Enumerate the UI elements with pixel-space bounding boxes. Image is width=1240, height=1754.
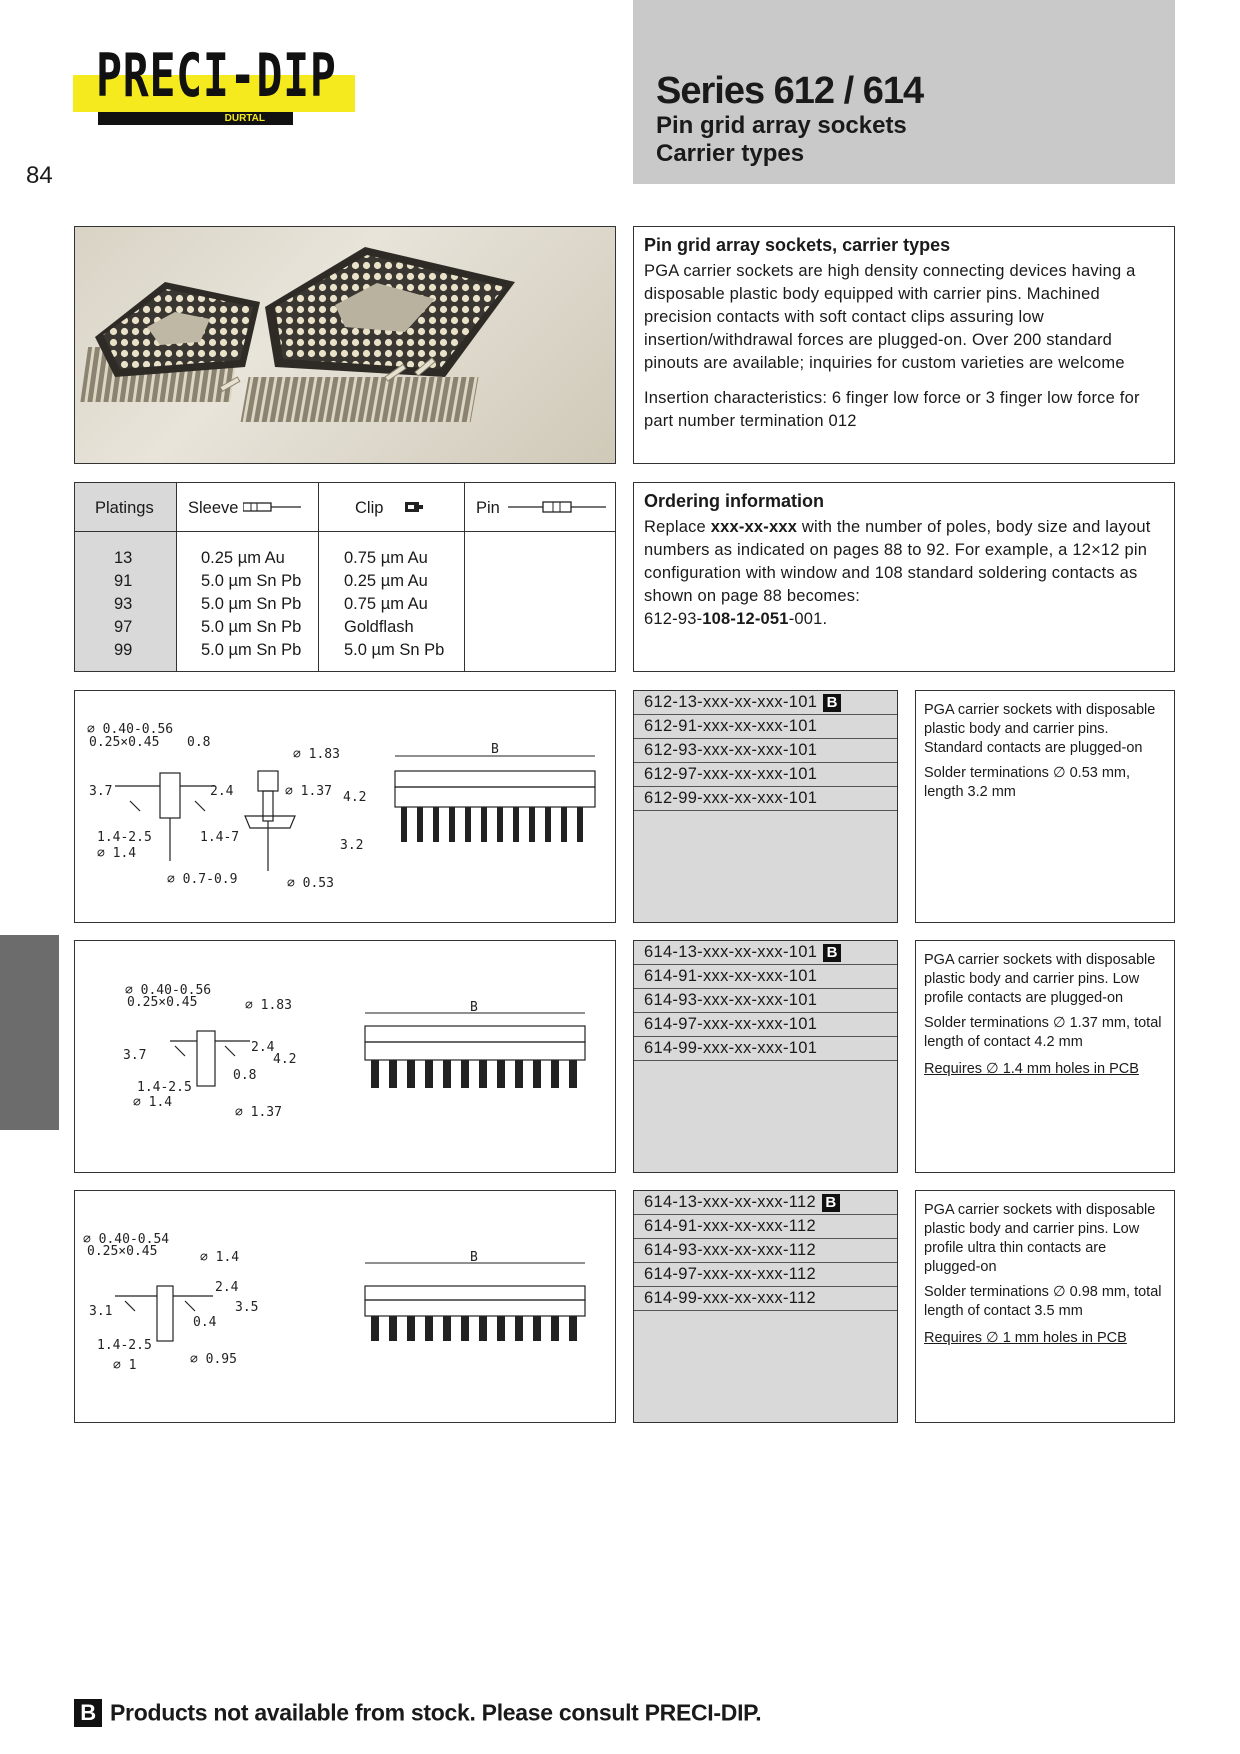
part-number: 614-93-xxx-xx-xxx-101 bbox=[634, 989, 897, 1013]
platings-table-frame bbox=[74, 482, 616, 672]
b-badge: B bbox=[823, 944, 841, 962]
table-row: 13 0.25 µm Au 0.75 µm Au bbox=[114, 549, 428, 567]
svg-text:4.2: 4.2 bbox=[273, 1052, 297, 1067]
table-row: 97 5.0 µm Sn Pb Goldflash bbox=[114, 618, 414, 636]
header-clip: Clip bbox=[355, 499, 384, 517]
svg-text:∅ 0.7-0.9: ∅ 0.7-0.9 bbox=[167, 872, 238, 887]
page-number: 84 bbox=[26, 162, 53, 189]
svg-text:3.2: 3.2 bbox=[340, 838, 364, 853]
series-subtitle-1: Pin grid array sockets bbox=[656, 112, 907, 139]
intro-panel bbox=[633, 226, 1175, 464]
drawing-612-101 bbox=[74, 690, 616, 923]
ordering-body: Replace xxx-xx-xxx with the number of poles, body size and layout numbers as indicated on pages 88 to 92. For example, a 12×12 pin configuration with window and 108 standard soldering contacts as shown on page 88 becomes: bbox=[644, 518, 1151, 605]
svg-text:0.25×0.45: 0.25×0.45 bbox=[127, 995, 198, 1010]
part-numbers-614-112 bbox=[633, 1190, 898, 1423]
intro-insertion: Insertion characteristics: 6 finger low force or 3 finger low force for part number termination 012 bbox=[644, 389, 1140, 430]
series-title: Series 612 / 614 bbox=[656, 70, 924, 112]
svg-text:∅ 1.4: ∅ 1.4 bbox=[200, 1250, 240, 1265]
ordering-example: 612-93-108-12-051-001. bbox=[644, 610, 828, 628]
header-platings: Platings bbox=[95, 499, 154, 517]
part-number: 612-91-xxx-xx-xxx-101 bbox=[634, 715, 897, 739]
b-badge: B bbox=[74, 1699, 102, 1727]
product-photo bbox=[74, 226, 616, 464]
part-number: 614-99-xxx-xx-xxx-101 bbox=[634, 1037, 897, 1061]
part-number: 612-13-xxx-xx-xxx-101 B bbox=[634, 691, 897, 715]
svg-text:∅ 0.95: ∅ 0.95 bbox=[190, 1352, 237, 1367]
part-number: 614-99-xxx-xx-xxx-112 bbox=[634, 1287, 897, 1311]
svg-text:∅ 1.4: ∅ 1.4 bbox=[133, 1095, 173, 1110]
svg-text:∅ 1.4: ∅ 1.4 bbox=[97, 846, 137, 861]
header-sleeve: Sleeve bbox=[188, 499, 239, 517]
svg-text:0.8: 0.8 bbox=[187, 735, 211, 750]
description-614-112: PGA carrier sockets with disposable plastic body and carrier pins. Low profile ultra thin contacts are plugged-on Solder terminations ∅ 0.98 mm, total length of contact 3.5 mm Requires ∅ 1 mm holes in PCB bbox=[915, 1190, 1175, 1423]
svg-text:0.25×0.45: 0.25×0.45 bbox=[89, 735, 160, 750]
drawing-614-101 bbox=[74, 940, 616, 1173]
svg-text:∅ 0.53: ∅ 0.53 bbox=[287, 876, 334, 891]
svg-text:2.4: 2.4 bbox=[215, 1280, 239, 1295]
svg-text:0.8: 0.8 bbox=[233, 1068, 257, 1083]
svg-text:3.7: 3.7 bbox=[89, 784, 113, 799]
ordering-title: Ordering information bbox=[644, 491, 824, 511]
svg-text:0.25×0.45: 0.25×0.45 bbox=[87, 1244, 158, 1259]
technical-drawing bbox=[75, 691, 614, 921]
table-row: 91 5.0 µm Sn Pb 0.25 µm Au bbox=[114, 572, 428, 590]
intro-title: Pin grid array sockets, carrier types bbox=[644, 235, 951, 255]
part-numbers-614-101 bbox=[633, 940, 898, 1173]
svg-text:B: B bbox=[470, 1250, 478, 1265]
part-number: 612-97-xxx-xx-xxx-101 bbox=[634, 763, 897, 787]
svg-text:B: B bbox=[491, 742, 499, 757]
svg-text:∅ 1.37: ∅ 1.37 bbox=[285, 784, 332, 799]
header-pin: Pin bbox=[476, 499, 500, 517]
pga-sockets-image bbox=[75, 227, 614, 462]
description-614-101: PGA carrier sockets with disposable plastic body and carrier pins. Low profile contacts are plugged-on Solder terminations ∅ 1.37 mm, total length of contact 4.2 mm Requires ∅ 1.4 mm holes in PCB bbox=[915, 940, 1175, 1173]
platings-header-divider bbox=[75, 531, 615, 532]
svg-text:∅ 1.83: ∅ 1.83 bbox=[293, 747, 340, 762]
svg-text:∅ 1.83: ∅ 1.83 bbox=[245, 998, 292, 1013]
svg-text:3.7: 3.7 bbox=[123, 1048, 147, 1063]
part-number: 612-93-xxx-xx-xxx-101 bbox=[634, 739, 897, 763]
svg-text:1.4-2.5: 1.4-2.5 bbox=[137, 1080, 192, 1095]
technical-drawing bbox=[75, 1191, 614, 1421]
ordering-panel bbox=[633, 482, 1175, 672]
description-612-101: PGA carrier sockets with disposable plastic body and carrier pins. Standard contacts are plugged-on Solder terminations ∅ 0.53 mm, length 3.2 mm bbox=[915, 690, 1175, 923]
part-number: 614-91-xxx-xx-xxx-112 bbox=[634, 1215, 897, 1239]
brand-logo: PRECI-DIP bbox=[96, 41, 337, 111]
svg-text:∅ 0.40-0.56: ∅ 0.40-0.56 bbox=[87, 722, 174, 737]
svg-text:0.4: 0.4 bbox=[193, 1315, 217, 1330]
intro-body: PGA carrier sockets are high density connecting devices having a disposable plastic body equipped with carrier pins. Machined precision contacts with soft contact clips assuring low insertion/withdrawal forces are plugged-on. Over 200 standard pinouts are available; inquiries for custom varieties are welcome bbox=[644, 262, 1136, 372]
platings-rows bbox=[75, 547, 464, 662]
drawing-614-112 bbox=[74, 1190, 616, 1423]
pin-icon bbox=[508, 500, 608, 514]
series-subtitle-2: Carrier types bbox=[656, 140, 805, 167]
footer-text: Products not available from stock. Please consult PRECI-DIP. bbox=[110, 1699, 762, 1726]
svg-text:4.2: 4.2 bbox=[343, 790, 367, 805]
svg-text:∅ 0.40-0.54: ∅ 0.40-0.54 bbox=[83, 1232, 170, 1247]
svg-text:3.1: 3.1 bbox=[89, 1304, 113, 1319]
footer-note bbox=[74, 1698, 761, 1727]
svg-text:∅ 1.37: ∅ 1.37 bbox=[235, 1105, 282, 1120]
svg-text:∅ 1: ∅ 1 bbox=[113, 1358, 137, 1373]
b-badge: B bbox=[823, 694, 841, 712]
part-number: 612-99-xxx-xx-xxx-101 bbox=[634, 787, 897, 811]
table-row: 93 5.0 µm Sn Pb 0.75 µm Au bbox=[114, 595, 428, 613]
part-numbers-612-101 bbox=[633, 690, 898, 923]
part-number: 614-97-xxx-xx-xxx-112 bbox=[634, 1263, 897, 1287]
svg-text:1.4-2.5: 1.4-2.5 bbox=[97, 830, 152, 845]
svg-text:2.4: 2.4 bbox=[251, 1040, 275, 1055]
part-number: 614-97-xxx-xx-xxx-101 bbox=[634, 1013, 897, 1037]
part-number: 614-13-xxx-xx-xxx-101 B bbox=[634, 941, 897, 965]
svg-text:1.4-7: 1.4-7 bbox=[200, 830, 240, 845]
part-number: 614-13-xxx-xx-xxx-112 B bbox=[634, 1191, 897, 1215]
svg-text:∅ 0.40-0.56: ∅ 0.40-0.56 bbox=[125, 983, 212, 998]
svg-text:1.4-2.5: 1.4-2.5 bbox=[97, 1338, 152, 1353]
technical-drawing bbox=[75, 941, 614, 1171]
clip-icon bbox=[403, 500, 425, 514]
brand-sub: DURTAL bbox=[98, 112, 293, 125]
chapter-tab bbox=[0, 935, 59, 1130]
table-row: 99 5.0 µm Sn Pb 5.0 µm Sn Pb bbox=[114, 641, 445, 659]
svg-text:3.5: 3.5 bbox=[235, 1300, 259, 1315]
svg-text:2.4: 2.4 bbox=[210, 784, 234, 799]
svg-text:B: B bbox=[470, 1000, 478, 1015]
sleeve-icon bbox=[243, 500, 303, 514]
part-number: 614-93-xxx-xx-xxx-112 bbox=[634, 1239, 897, 1263]
part-number: 614-91-xxx-xx-xxx-101 bbox=[634, 965, 897, 989]
b-badge: B bbox=[822, 1194, 840, 1212]
